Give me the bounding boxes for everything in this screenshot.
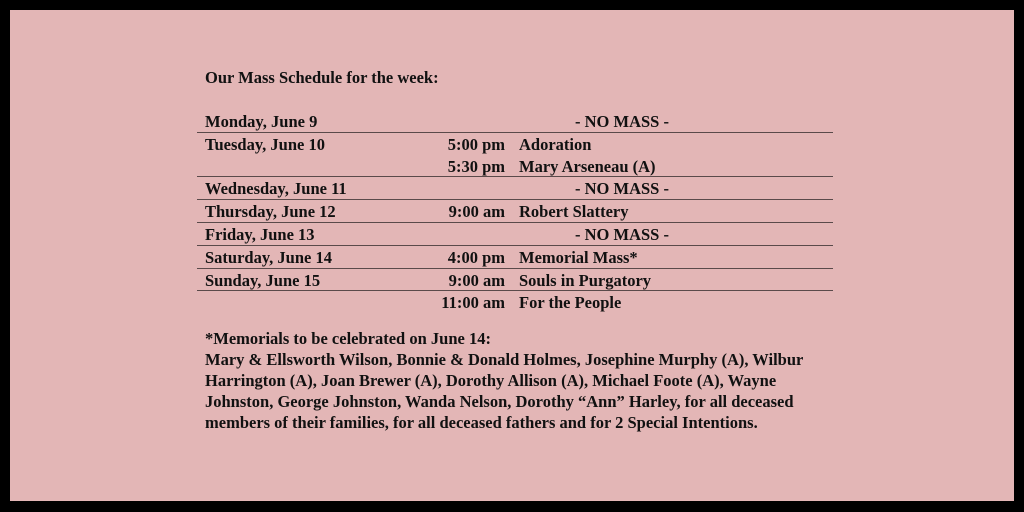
schedule-time: 9:00 am — [448, 202, 505, 222]
memorials-text: Mary & Ellsworth Wilson, Bonnie & Donald Holmes, Josephine Murphy (A), Wilbur Harrington (A), Joan Brewer (A), Dorothy Allison (A), Michael Foote (A), Wayne Johnston, George Johnston, Wanda Nelson, Dorothy “Ann” Harley, for all deceased members of their families, for all deceased fathers and for 2 Special Intentions. — [205, 350, 804, 432]
schedule-day: Monday, June 9 — [205, 112, 318, 131]
schedule-intention: Robert Slattery — [519, 202, 629, 222]
schedule-row — [197, 155, 833, 178]
schedule-row — [197, 291, 833, 313]
schedule-intention: Mary Arseneau (A) — [519, 156, 656, 176]
schedule-time: 9:00 am — [448, 270, 505, 290]
schedule-time: 5:00 pm — [447, 134, 505, 154]
no-mass-label: - NO MASS - — [575, 112, 669, 131]
schedule-day: Friday, June 13 — [205, 224, 315, 244]
schedule-row — [197, 200, 833, 223]
page-title: Our Mass Schedule for the week: — [205, 68, 439, 87]
schedule-row — [197, 269, 833, 292]
memorials-section — [205, 328, 845, 433]
schedule-day: Wednesday, June 11 — [205, 179, 347, 199]
schedule-time: 5:30 pm — [447, 156, 505, 176]
schedule-table — [197, 110, 833, 313]
schedule-row — [197, 133, 833, 155]
memorials-heading: *Memorials to be celebrated on June 14: — [205, 329, 491, 348]
schedule-day: Thursday, June 12 — [205, 202, 336, 222]
no-mass-label: - NO MASS - — [575, 224, 669, 244]
schedule-day: Saturday, June 14 — [205, 247, 332, 267]
schedule-card — [10, 10, 1014, 501]
schedule-intention: For the People — [519, 293, 622, 313]
schedule-intention: Memorial Mass* — [519, 247, 638, 267]
schedule-row — [197, 223, 833, 246]
schedule-day: Tuesday, June 10 — [205, 134, 325, 154]
no-mass-label: - NO MASS - — [575, 179, 669, 199]
schedule-row — [197, 110, 833, 133]
schedule-intention: Souls in Purgatory — [519, 270, 652, 290]
schedule-day: Sunday, June 15 — [205, 270, 321, 290]
schedule-time: 4:00 pm — [447, 247, 505, 267]
schedule-row — [197, 177, 833, 200]
schedule-time: 11:00 am — [441, 293, 505, 313]
schedule-row — [197, 246, 833, 269]
schedule-intention: Adoration — [519, 134, 592, 154]
